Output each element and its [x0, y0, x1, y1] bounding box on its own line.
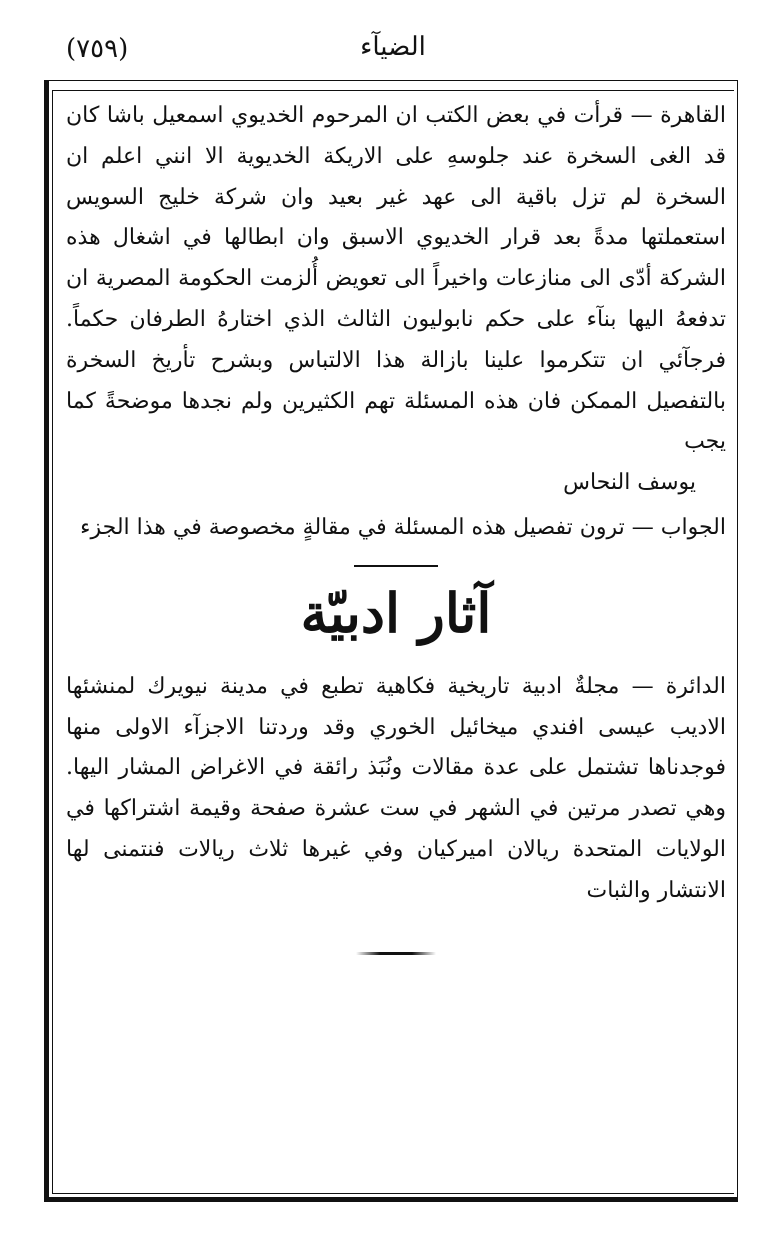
end-ornament [356, 952, 436, 955]
query-signature: يوسف النحاس [563, 470, 696, 496]
journal-title: الضيآء [360, 32, 426, 62]
section-heading: آثار ادبيّة [300, 580, 492, 645]
section-divider [354, 565, 438, 567]
query-text: القاهرة — قرأت في بعض الكتب ان المرحوم الخديوي اسمعيل باشا كان قد الغى السخرة عند جلوسهِ على الاريكة الخديوية الا انني اعلم ان السخرة لم تزل باقية الى عهد غير بعيد وان شركة خليج السويس استعملتها مدةً بعد قرار الخديوي الاسبق وان ابطالها في اشغال هذه الشركة أدّى الى منازعات واخيراً الى تعويض أُلزمت الحكومة المصرية ان تدفعهُ اليها بنآء على حكم نابوليون الثالث الذي اختارهُ الطرفان حكماً. فرجآئي ان تتكرموا علينا بازالة هذا الالتباس وبشرح تأريخ السخرة بالتفصيل الممكن فان هذه المسئلة تهم الكثيرين ولم نجدها موضحةً كما يجب [66, 103, 726, 455]
page-number: (٧٥٩) [66, 34, 129, 64]
page-header [48, 28, 738, 78]
page-content [66, 96, 726, 955]
review-text: الدائرة — مجلةٌ ادبية تاريخية فكاهية تطبع في مدينة نيويرك لمنشئها الاديب عيسى افندي ميخائيل الخوري وقد وردتنا الاجزآء الاولى منها فوجدناها تشتمل على عدة مقالات ونُبَذ رائقة في الاغراض المشار اليها. وهي تصدر مرتين في الشهر في ست عشرة صفحة وقيمة اشتراكها في الولايات المتحدة ريالان اميركيان وفي غيرها ثلاث ريالات فنتمنى لها الانتشار والثبات [66, 673, 726, 903]
query-answer: الجواب — ترون تفصيل هذه المسئلة في مقالةٍ مخصوصة في هذا الجزء [80, 514, 726, 540]
